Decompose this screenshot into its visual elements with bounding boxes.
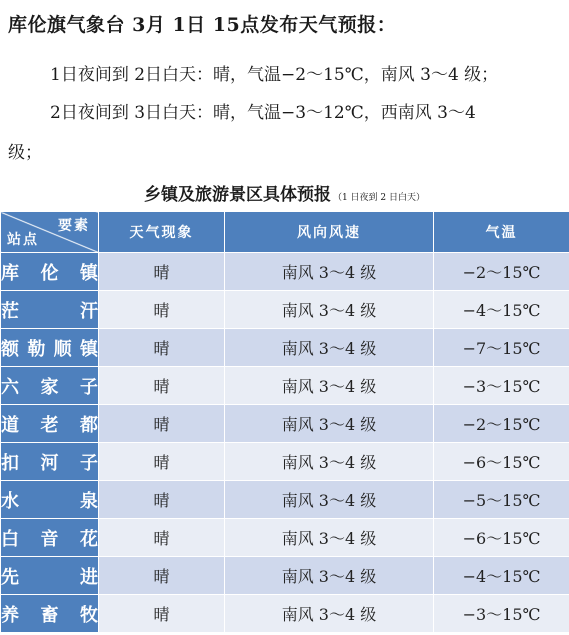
station-name: 白音花 [1,519,99,557]
table-row [1,443,569,481]
temperature-cell: −6～15℃ [434,519,569,557]
wind-cell: 南风 3～4 级 [225,557,434,595]
temperature-cell: −2～15℃ [434,405,569,443]
forecast-line-1: 1日夜间到 2日白天：晴，气温−2～15℃，南风 3～4 级； [50,65,499,85]
weather-cell: 晴 [99,367,225,405]
station-name: 养畜牧 [1,595,99,633]
station-name: 茫汗 [1,291,99,329]
wind-cell: 南风 3～4 级 [225,405,434,443]
temperature-cell: −2～15℃ [434,253,569,291]
headline: 库伦旗气象台 3月 1日 15点发布天气预报： [8,14,397,36]
weather-cell: 晴 [99,443,225,481]
table-row [1,329,569,367]
corner-label-element: 要素 [58,218,90,234]
station-name: 水泉 [1,481,99,519]
table-row [1,405,569,443]
weather-cell: 晴 [99,481,225,519]
corner-label-station: 站点 [7,232,39,248]
forecast-line-2-continued: 级； [8,143,42,163]
weather-cell: 晴 [99,595,225,633]
header-wind: 风向风速 [225,212,434,253]
table-header-row [1,212,569,253]
temperature-cell: −7～15℃ [434,329,569,367]
table-row [1,595,569,633]
corner-header [1,212,99,253]
weather-cell: 晴 [99,291,225,329]
table-row [1,367,569,405]
table-row [1,519,569,557]
weather-cell: 晴 [99,405,225,443]
weather-cell: 晴 [99,519,225,557]
wind-cell: 南风 3～4 级 [225,253,434,291]
table-row [1,481,569,519]
temperature-cell: −5～15℃ [434,481,569,519]
temperature-cell: −6～15℃ [434,443,569,481]
table-title [0,180,569,205]
station-name: 扣河子 [1,443,99,481]
table-title-text: 乡镇及旅游景区具体预报 [143,185,331,205]
station-name: 道老都 [1,405,99,443]
table-row [1,557,569,595]
temperature-cell: −4～15℃ [434,291,569,329]
forecast-line-2: 2日夜间到 3日白天：晴，气温−3～12℃，西南风 3～4 [50,103,476,123]
wind-cell: 南风 3～4 级 [225,443,434,481]
temperature-cell: −4～15℃ [434,557,569,595]
header-weather: 天气现象 [99,212,225,253]
wind-cell: 南风 3～4 级 [225,329,434,367]
wind-cell: 南风 3～4 级 [225,481,434,519]
forecast-table [0,211,569,633]
wind-cell: 南风 3～4 级 [225,291,434,329]
wind-cell: 南风 3～4 级 [225,519,434,557]
weather-cell: 晴 [99,253,225,291]
station-name: 额勒顺镇 [1,329,99,367]
header-temperature: 气温 [434,212,569,253]
station-name: 先进 [1,557,99,595]
temperature-cell: −3～15℃ [434,595,569,633]
table-title-note: （1 日夜到 2 日白天） [332,193,426,203]
station-name: 库伦镇 [1,253,99,291]
wind-cell: 南风 3～4 级 [225,595,434,633]
wind-cell: 南风 3～4 级 [225,367,434,405]
weather-cell: 晴 [99,557,225,595]
weather-cell: 晴 [99,329,225,367]
table-row [1,253,569,291]
table-row [1,291,569,329]
temperature-cell: −3～15℃ [434,367,569,405]
station-name: 六家子 [1,367,99,405]
